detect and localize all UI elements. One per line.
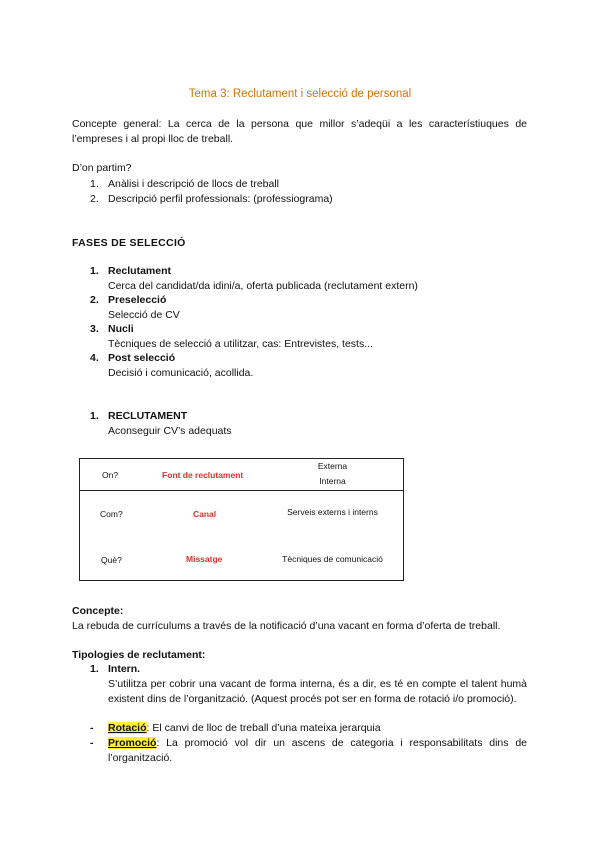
phase-description: Cerca del candidat/da idini/a, oferta publicada (reclutament extern) — [108, 279, 418, 292]
list-item — [90, 192, 510, 206]
phase-number: 1. — [90, 265, 99, 277]
table-row-key: Canal — [193, 509, 217, 519]
list-item — [108, 736, 527, 765]
bullet-dash: - — [90, 737, 94, 749]
table-row-key: Font de reclutament — [162, 470, 244, 480]
table-row-question: Què? — [101, 555, 122, 565]
list-item — [90, 177, 510, 191]
concepte-heading: Concepte: — [72, 605, 124, 617]
phase-title: Nucli — [108, 323, 134, 335]
page-title: Tema 3: Reclutament i selecció de personal — [188, 88, 412, 100]
list-number: 1. — [90, 178, 99, 190]
table-row-value: Externa — [317, 461, 348, 471]
concepte-general-paragraph: Concepte general: La cerca de la persona que millor s’adeqüi a les característiuques de l’empreses i al propi lloc de treball. — [72, 118, 527, 145]
bullet-text: : El canvi de lloc de treball d’una mateixa jerarquia — [146, 722, 381, 734]
tipologies-heading: Tipologies de reclutament: — [72, 649, 206, 661]
list-text: Descripció perfil professionals: (professiograma) — [108, 193, 333, 205]
list-text: Anàlisi i descripció de llocs de treball — [108, 178, 279, 190]
phase-title: Preselecció — [108, 294, 167, 306]
fases-list — [0, 264, 600, 384]
table-row-value: Serveis externs i interns — [287, 507, 378, 517]
reclutament-number: 1. — [90, 410, 99, 422]
reclutament-description: Aconseguir CV’s adequats — [108, 425, 232, 437]
highlighted-term: Promoció — [108, 737, 157, 749]
table-row-value: Interna — [319, 476, 346, 486]
table-row-value: Tècniques de comunicació — [282, 554, 383, 564]
phase-number: 3. — [90, 323, 99, 335]
intern-description: S’utilitza per cobrir una vacant de forma interna, és a dir, es té en compte el talent humà existent dins de l’organització. (Aquest procés pot ser en forma de rotació i/o promoció). — [108, 678, 527, 705]
list-item — [108, 721, 527, 736]
table-row-key: Missatge — [186, 554, 223, 564]
list-number: 2. — [90, 193, 99, 205]
table-divider — [80, 490, 403, 491]
phase-number: 2. — [90, 294, 99, 306]
reclutament-heading: RECLUTAMENT — [108, 410, 188, 422]
table-row-question: Com? — [100, 509, 123, 519]
phase-title: Post selecció — [108, 352, 176, 364]
don-partim-heading: D’on partim? — [72, 162, 132, 174]
phase-description: Decisió i comunicació, acollida. — [108, 366, 254, 379]
fases-heading: FASES DE SELECCIÓ — [72, 237, 186, 249]
phase-number: 4. — [90, 352, 99, 364]
table-row-question: On? — [102, 470, 119, 480]
intern-title: Intern. — [108, 663, 141, 675]
bullet-dash: - — [90, 722, 94, 734]
phase-title: Reclutament — [108, 265, 172, 277]
tipologies-bullets — [0, 721, 600, 765]
phase-description: Selecció de CV — [108, 308, 180, 321]
phase-description: Tècniques de selecció a utilitzar, cas: Entrevistes, tests... — [108, 337, 373, 350]
bullet-text: : La promoció vol dir un ascens de categoria i responsabilitats dins de l’organització. — [108, 737, 527, 764]
highlighted-term: Rotació — [108, 722, 147, 734]
intern-number: 1. — [90, 663, 99, 675]
reclutament-table — [79, 458, 404, 581]
concepte-text: La rebuda de currículums a través de la notificació d’una vacant en forma d’oferta de treball. — [72, 620, 501, 632]
